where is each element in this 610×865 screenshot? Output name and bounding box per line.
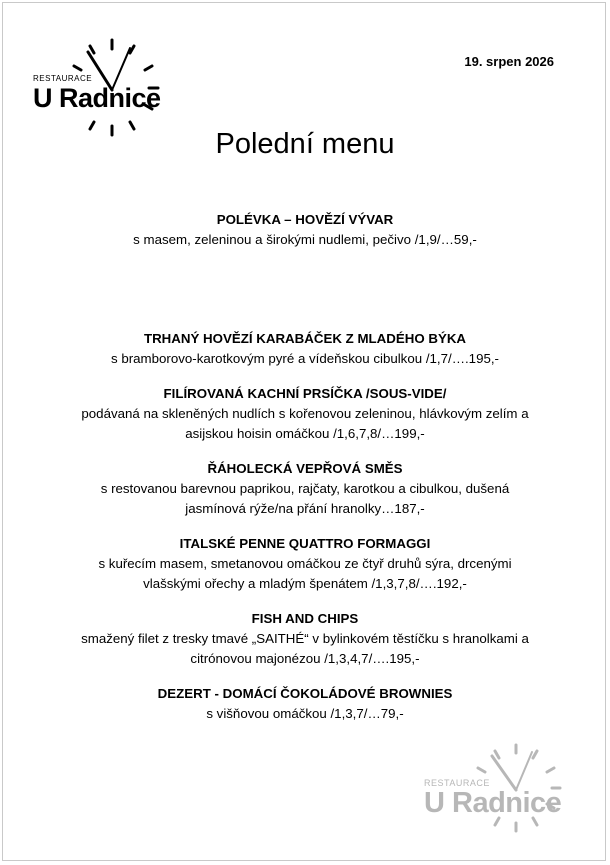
page-title: Polední menu [215, 128, 395, 160]
dish-name: POLÉVKA – HOVĚZÍ VÝVAR [216, 212, 394, 227]
dish-description: s masem, zeleninou a širokými nudlemi, pečivo /1,9/…59,- [133, 232, 477, 247]
menu-date: 19. srpen 2026 [464, 54, 554, 69]
logo-big-text: U Radnice [33, 83, 161, 113]
dish-name: FILÍROVANÁ KACHNÍ PRSÍČKA /SOUS-VIDE/ [163, 386, 447, 401]
menu-item [40, 384, 570, 444]
dish-description: asijskou hoisin omáčkou /1,6,7,8/…199,- [185, 426, 425, 441]
menu-list [40, 210, 570, 743]
dish-description: vlašskými ořechy a mladým špenátem /1,3,7,8/….192,- [143, 576, 467, 591]
menu-item [40, 329, 570, 369]
menu-item [40, 534, 570, 594]
restaurant-logo-watermark [422, 742, 572, 834]
dish-description: citrónovou majonézou /1,3,4,7/….195,- [190, 651, 420, 666]
logo-small-text: RESTAURACE [424, 778, 490, 788]
menu-item [40, 459, 570, 519]
menu-item [40, 210, 570, 250]
dish-name: ŘÁHOLECKÁ VEPŘOVÁ SMĚS [207, 461, 403, 476]
dish-description: s bramborovo-karotkovým pyré a vídeňskou cibulkou /1,7/….195,- [110, 351, 499, 366]
dish-description: s kuřecím masem, smetanovou omáčkou ze čtyř druhů sýra, drcenými [98, 556, 512, 571]
dish-description: s restovanou barevnou paprikou, rajčaty, karotkou a cibulkou, dušená [100, 481, 510, 496]
dish-description: jasmínová rýže/na přání hranolky…187,- [185, 501, 425, 516]
dish-name: TRHANÝ HOVĚZÍ KARABÁČEK Z MLADÉHO BÝKA [143, 331, 467, 346]
logo-small-text: RESTAURACE [33, 74, 93, 83]
dish-name: FISH AND CHIPS [251, 611, 359, 626]
logo-big-text: U Radnice [424, 787, 562, 819]
menu-item [40, 609, 570, 669]
restaurant-logo [30, 36, 170, 140]
dish-description: smažený filet z tresky tmavé „SAITHÉ“ v bylinkovém těstíčku s hranolkami a [81, 631, 529, 646]
dish-name: DEZERT - DOMÁCÍ ČOKOLÁDOVÉ BROWNIES [157, 686, 453, 701]
dish-name: ITALSKÉ PENNE QUATTRO FORMAGGI [179, 536, 431, 551]
dish-description: s višňovou omáčkou /1,3,7/…79,- [206, 706, 404, 721]
menu-item [40, 684, 570, 724]
dish-description: podávaná na skleněných nudlích s kořenovou zeleninou, hlávkovým zelím a [81, 406, 529, 421]
